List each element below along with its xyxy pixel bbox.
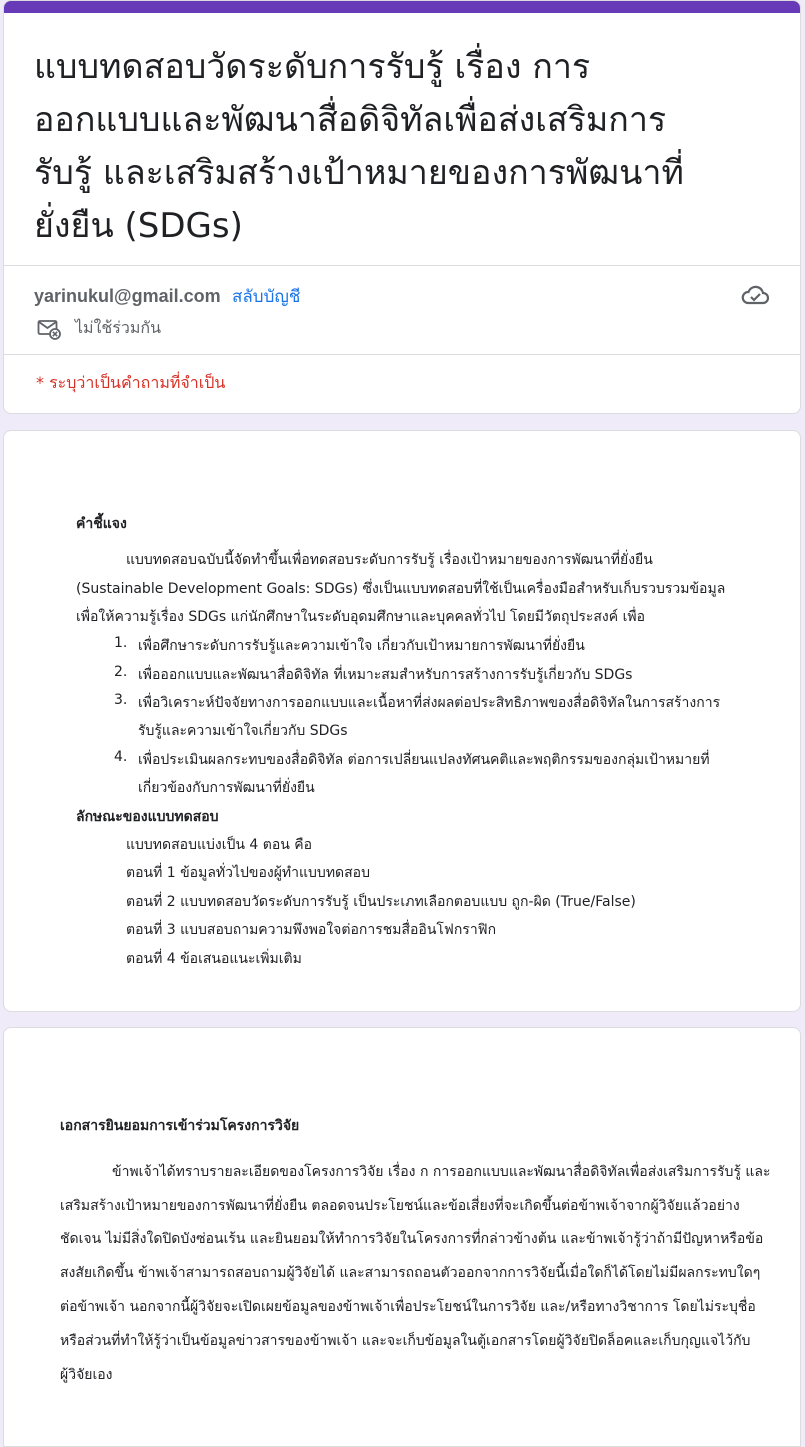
list-item: เพื่อประเมินผลกระทบของสื่อดิจิทัล ต่อการเปลี่ยนแปลงทัศนคติและพฤติกรรมของกลุ่มเป้าหมายที่ [138, 752, 710, 768]
list-item: เพื่อศึกษาระดับการรับรู้และความเข้าใจ เกี่ยวกับเป้าหมายการพัฒนาที่ยั่งยืน [138, 638, 585, 654]
part-line: แบบทดสอบแบ่งเป็น 4 ตอน คือ [126, 837, 313, 853]
form-title [34, 41, 774, 253]
characteristics-heading: ลักษณะของแบบทดสอบ [76, 809, 219, 825]
not-shared-label: ไม่ใช้ร่วมกัน [75, 318, 162, 337]
switch-account-link[interactable]: สลับบัญชี [232, 287, 301, 307]
list-item: เพื่อวิเคราะห์ปัจจัยทางการออกแบบและเนื้อหาที่ส่งผลต่อประสิทธิภาพของสื่อดิจิทัลในการสร้างการ [138, 695, 721, 711]
accent-bar [4, 1, 800, 13]
list-item: เพื่อออกแบบและพัฒนาสื่อดิจิทัล ที่เหมาะสมสำหรับการสร้างการรับรู้เกี่ยวกับ SDGs [138, 667, 633, 683]
list-number: 1. [114, 635, 128, 651]
description-line: แบบทดสอบฉบับนี้จัดทำขึ้นเพื่อทดสอบระดับการรับรู้ เรื่องเป้าหมายของการพัฒนาที่ยั่งยืน [126, 552, 653, 568]
consent-line: หรือส่วนที่ทำให้รู้ว่าเป็นข้อมูลข่าวสารของข้าพเจ้า และจะเก็บข้อมูลในตู้เอกสารโดยผู้วิจัยปิดล็อคและเก็บกุญแจไว้กับ [60, 1333, 751, 1349]
list-item: เกี่ยวข้องกับการพัฒนาที่ยั่งยืน [138, 780, 315, 796]
consent-line: ข้าพเจ้าได้ทราบรายละเอียดของโครงการวิจัย เรื่อง ก การออกแบบและพัฒนาสื่อดิจิทัลเพื่อส่งเสริมการรับรู้ และ [112, 1164, 771, 1180]
list-number: 3. [114, 692, 128, 708]
account-email: yarinukul@gmail.com [34, 286, 221, 306]
form-title-line: ยั่งยืน (SDGs) [34, 206, 243, 246]
consent-card [3, 1027, 801, 1447]
list-item: รับรู้และความเข้าใจเกี่ยวกับ SDGs [138, 723, 348, 739]
part-line: ตอนที่ 3 แบบสอบถามความพึงพอใจต่อการชมสื่ออินโฟกราฟิก [126, 922, 497, 938]
divider [4, 265, 800, 266]
description-card [3, 430, 801, 1012]
not-shared-row [37, 316, 161, 341]
list-number: 4. [114, 749, 128, 765]
consent-line: เสริมสร้างเป้าหมายของการพัฒนาที่ยั่งยืน ตลอดจนประโยชน์และข้อเสี่ยงที่จะเกิดขึ้นต่อข้าพเจ้าจากผู้วิจัยแล้วอย่าง [60, 1198, 740, 1214]
description-line: เพื่อให้ความรู้เรื่อง SDGs แก่นักศึกษาในระดับอุดมศึกษาและบุคคลทั่วไป โดยมีวัตถุประสงค์ เพื่อ [76, 609, 645, 625]
form-title-line: รับรู้ และเสริมสร้างเป้าหมายของการพัฒนาที่ [34, 153, 684, 193]
description-line: (Sustainable Development Goals: SDGs) ซึ่งเป็นแบบทดสอบที่ใช้เป็นเครื่องมือสำหรับเก็บรวบรวมข้อมูล [76, 581, 726, 597]
mail-not-shared-icon [37, 318, 61, 340]
consent-line: ต่อข้าพเจ้า นอกจากนี้ผู้วิจัยจะเปิดเผยข้อมูลของข้าพเจ้าเพื่อประโยชน์ในการวิจัย และ/หรือทางวิชาการ โดยไม่ระบุชื่อ [60, 1299, 756, 1315]
description-heading: คำชี้แจง [76, 516, 127, 532]
form-title-line: แบบทดสอบวัดระดับการรับรู้ เรื่อง การ [34, 47, 591, 87]
part-line: ตอนที่ 2 แบบทดสอบวัดระดับการรับรู้ เป็นประเภทเลือกตอบแบบ ถูก-ผิด (True/False) [126, 894, 636, 910]
consent-line: สงสัยเกิดขึ้น ข้าพเจ้าสามารถสอบถามผู้วิจัยได้ และสามารถถอนตัวออกจากการวิจัยนี้เมื่อใดก็ได้โดยไม่มีผลกระทบใดๆ [60, 1265, 761, 1281]
consent-line: ผู้วิจัยเอง [60, 1367, 113, 1383]
form-title-line: ออกแบบและพัฒนาสื่อดิจิทัลเพื่อส่งเสริมการ [34, 100, 667, 140]
account-row [34, 283, 300, 310]
part-line: ตอนที่ 1 ข้อมูลทั่วไปของผู้ทำแบบทดสอบ [126, 865, 370, 881]
cloud-saved-icon [740, 283, 770, 307]
part-line: ตอนที่ 4 ข้อเสนอแนะเพิ่มเติม [126, 951, 302, 967]
divider [4, 354, 800, 355]
required-note: * ระบุว่าเป็นคำถามที่จำเป็น [36, 373, 226, 392]
consent-line: ชัดเจน ไม่มีสิ่งใดปิดบังซ่อนเร้น และยินยอมให้ทำการวิจัยในโครงการที่กล่าวข้างต้น และข้าพเจ้ารู้ว่าถ้ามีปัญหาหรือข้อ [60, 1231, 764, 1247]
consent-heading: เอกสารยินยอมการเข้าร่วมโครงการวิจัย [60, 1118, 300, 1134]
form-header-card [3, 0, 801, 414]
list-number: 2. [114, 664, 128, 680]
